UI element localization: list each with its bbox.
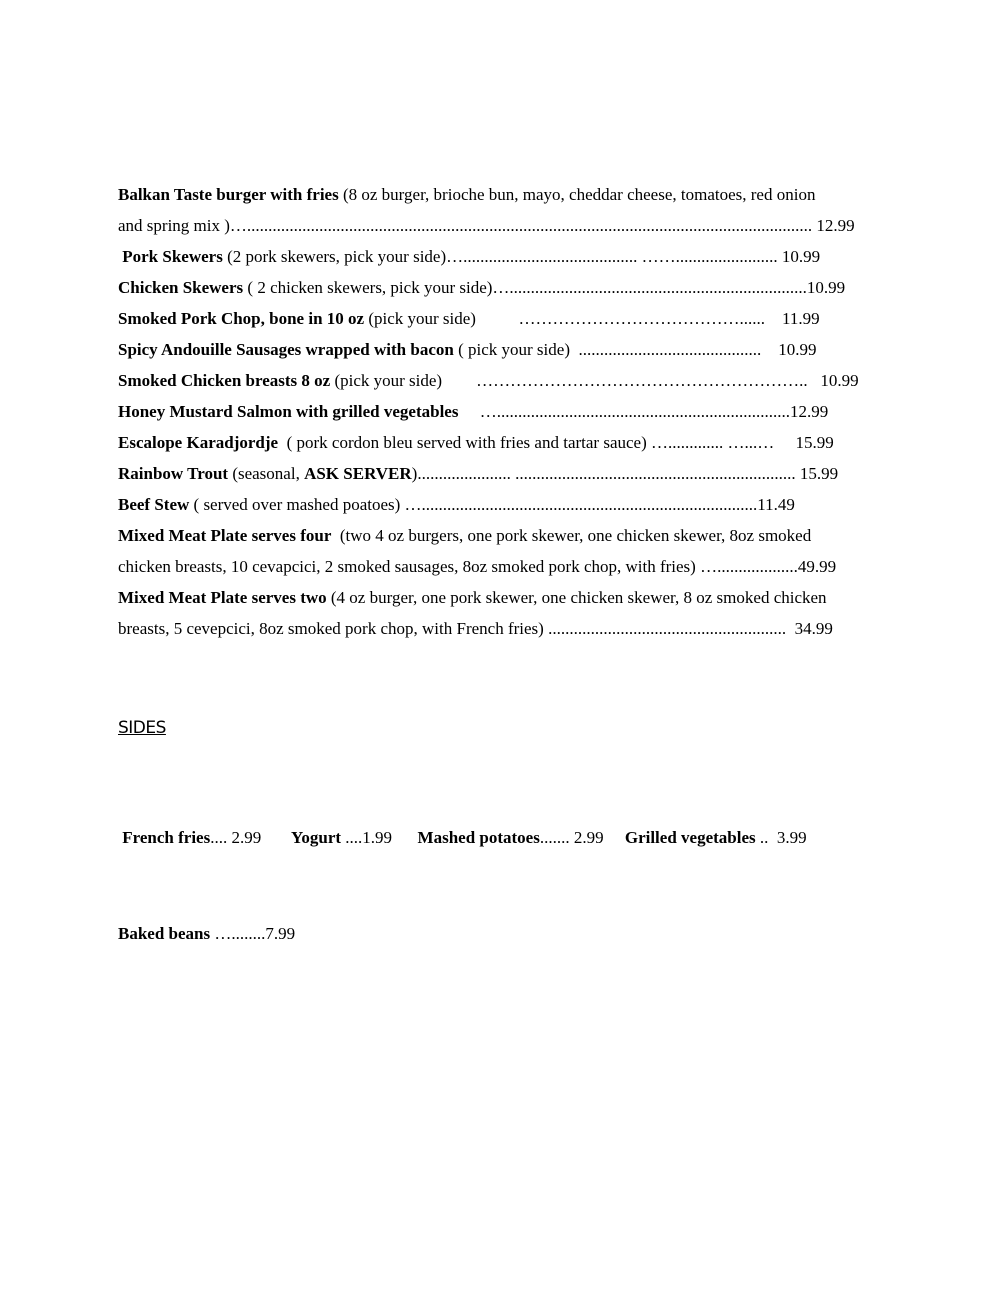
menu-item-balkan-burger-line2 bbox=[118, 210, 888, 241]
side-name: Yogurt bbox=[290, 828, 342, 847]
item-description: chicken breasts, 10 cevapcici, 2 smoked sausages, 8oz smoked pork chop, with fries) …................... bbox=[118, 557, 798, 576]
side-separator: …........ bbox=[210, 924, 266, 943]
side-separator: ....... bbox=[539, 828, 574, 847]
menu-item-mixed-plate-two-line2 bbox=[118, 613, 888, 644]
item-name: Rainbow Trout bbox=[118, 464, 229, 483]
menu-item-mixed-plate-four-line2 bbox=[118, 551, 888, 582]
item-price: 10.99 bbox=[806, 278, 846, 297]
ask-server-note: ASK SERVER bbox=[304, 464, 412, 483]
side-name: Mashed potatoes bbox=[417, 828, 540, 847]
menu-item-mixed-plate-four-line1 bbox=[118, 520, 888, 551]
menu-item-honey-mustard-salmon bbox=[118, 396, 888, 427]
menu-list bbox=[118, 179, 888, 644]
side-price: 7.99 bbox=[265, 924, 296, 943]
item-price: 10.99 bbox=[816, 371, 859, 390]
item-price: 15.99 bbox=[795, 433, 834, 452]
item-description: (4 oz burger, one pork skewer, one chicken skewer, 8 oz smoked chicken bbox=[326, 588, 827, 607]
side-separator: .... bbox=[210, 828, 232, 847]
item-name: Spicy Andouille Sausages wrapped with bacon bbox=[118, 340, 454, 359]
item-name: Pork Skewers bbox=[122, 247, 223, 266]
item-description: ( served over mashed poatoes) …............................................................................... bbox=[189, 495, 758, 514]
item-description: ( 2 chicken skewers, pick your side)…...................................................................... bbox=[243, 278, 807, 297]
item-price: 49.99 bbox=[797, 557, 837, 576]
item-price: 10.99 bbox=[777, 247, 821, 266]
item-price: 12.99 bbox=[812, 216, 855, 235]
menu-item-rainbow-trout bbox=[118, 458, 888, 489]
item-name: Mixed Meat Plate serves four bbox=[118, 526, 332, 545]
menu-item-mixed-plate-two-line1 bbox=[118, 582, 888, 613]
sides-line-1 bbox=[118, 822, 807, 854]
item-description: (2 pork skewers, pick your side)…......................................... ……........................ bbox=[222, 247, 778, 266]
side-separator: .... bbox=[341, 828, 363, 847]
sides-list bbox=[118, 758, 807, 982]
item-price: 11.49 bbox=[757, 495, 795, 514]
item-price: 11.99 bbox=[777, 309, 820, 328]
item-name: Beef Stew bbox=[118, 495, 190, 514]
item-description: (pick your side) ………………………………………………….. bbox=[330, 371, 817, 390]
side-price: 2.99 bbox=[573, 828, 604, 847]
item-price: 15.99 bbox=[795, 464, 839, 483]
item-name: Honey Mustard Salmon with grilled vegetables bbox=[118, 402, 459, 421]
item-description: breasts, 5 cevepcici, 8oz smoked pork chop, with French fries) ........................................................ bbox=[118, 619, 791, 638]
item-name: Balkan Taste burger with fries bbox=[118, 185, 339, 204]
item-price: 10.99 bbox=[773, 340, 817, 359]
side-price: 3.99 bbox=[776, 828, 807, 847]
sides-heading: SIDES bbox=[118, 718, 166, 738]
item-name: Chicken Skewers bbox=[118, 278, 244, 297]
side-separator: .. bbox=[755, 828, 777, 847]
item-description: )...................... .................................................................. bbox=[411, 464, 796, 483]
side-name: Baked beans bbox=[118, 924, 211, 943]
item-name: Escalope Karadjordje bbox=[118, 433, 279, 452]
menu-item-andouille-sausages bbox=[118, 334, 888, 365]
sides-line-2 bbox=[118, 918, 807, 950]
item-name: Smoked Pork Chop, bone in 10 oz bbox=[118, 309, 365, 328]
item-description: and spring mix )…..................................................................................................................................... bbox=[118, 216, 813, 235]
item-description: ( pork cordon bleu served with fries and tartar sauce) …............. …...… bbox=[278, 433, 796, 452]
menu-item-balkan-burger-line1 bbox=[118, 179, 888, 210]
item-description: …..................................................................... bbox=[458, 402, 790, 421]
side-name: French fries bbox=[122, 828, 211, 847]
menu-item-smoked-pork-chop bbox=[118, 303, 888, 334]
menu-item-escalope-karadjordje bbox=[118, 427, 888, 458]
item-description: (8 oz burger, brioche bun, mayo, cheddar cheese, tomatoes, red onion bbox=[338, 185, 816, 204]
item-description: (two 4 oz burgers, one pork skewer, one chicken skewer, 8oz smoked bbox=[331, 526, 812, 545]
item-description: (pick your side) …………………………………...... bbox=[364, 309, 778, 328]
item-name: Mixed Meat Plate serves two bbox=[118, 588, 327, 607]
item-price: 12.99 bbox=[789, 402, 829, 421]
side-price: 1.99 bbox=[362, 828, 393, 847]
menu-item-smoked-chicken-breasts bbox=[118, 365, 888, 396]
menu-item-chicken-skewers bbox=[118, 272, 888, 303]
side-price: 2.99 bbox=[231, 828, 262, 847]
item-name: Smoked Chicken breasts 8 oz bbox=[118, 371, 331, 390]
item-price: 34.99 bbox=[790, 619, 833, 638]
item-description: (seasonal, bbox=[228, 464, 305, 483]
menu-item-beef-stew bbox=[118, 489, 888, 520]
menu-item-pork-skewers bbox=[118, 241, 888, 272]
item-description: ( pick your side) ........................................... bbox=[453, 340, 774, 359]
side-name: Grilled vegetables bbox=[624, 828, 756, 847]
